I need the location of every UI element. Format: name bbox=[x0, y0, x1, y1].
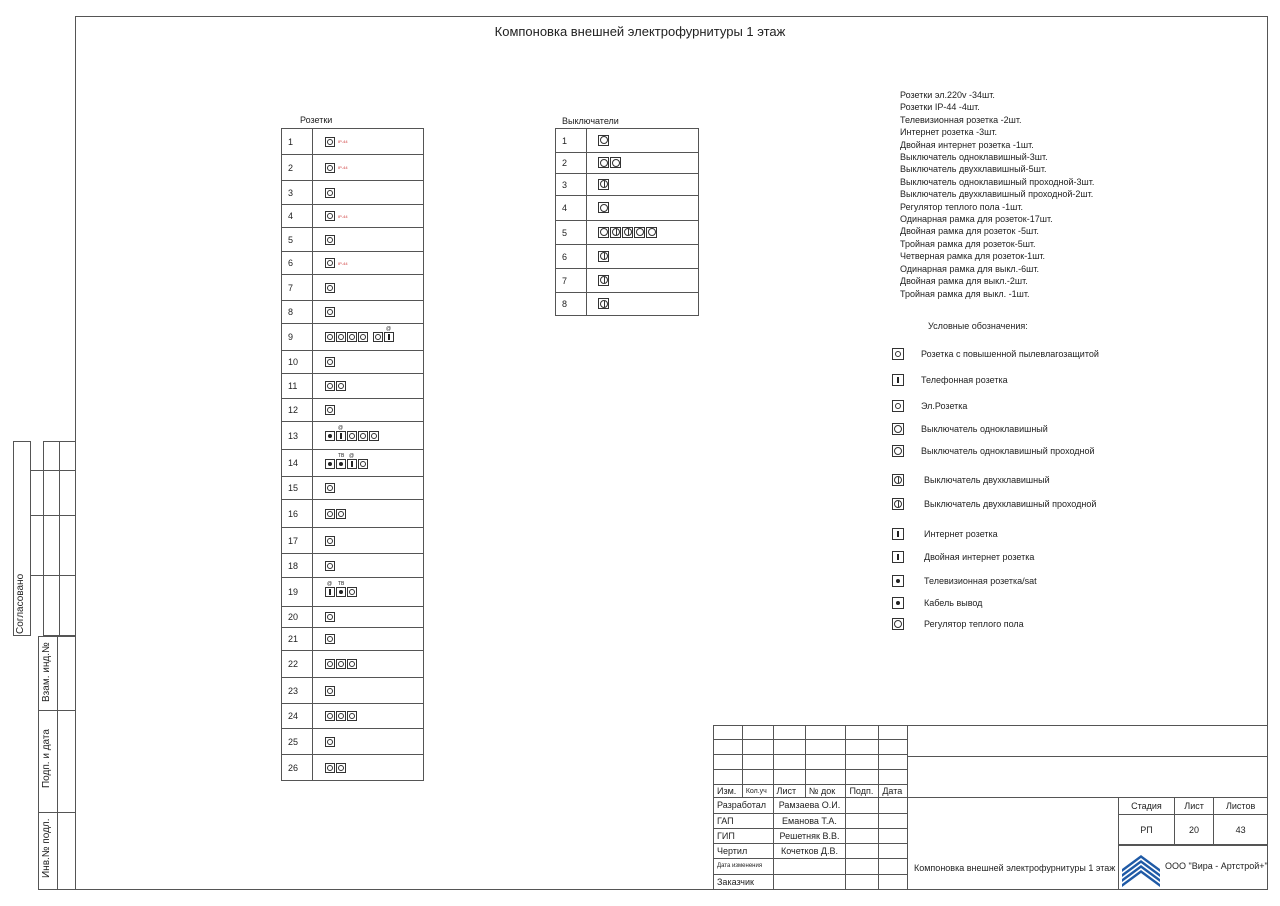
legend-item bbox=[892, 528, 998, 540]
summary-item: Одинарная рамка для розеток-17шт. bbox=[900, 214, 1053, 225]
switch-row-number: 3 bbox=[556, 174, 587, 196]
summary-item: Розетки IP-44 -4шт. bbox=[900, 102, 980, 113]
summary-item: Тройная рамка для розеток-5шт. bbox=[900, 238, 1036, 249]
socket-row bbox=[282, 155, 424, 181]
socket-icon bbox=[325, 332, 335, 342]
stamp-role: Разработал bbox=[714, 798, 774, 813]
switch-double-icon bbox=[598, 298, 609, 309]
socket-symbols bbox=[313, 351, 424, 374]
switch-double-icon bbox=[598, 275, 609, 286]
switch-row-number: 8 bbox=[556, 293, 587, 316]
socket-row-number: 20 bbox=[282, 607, 313, 628]
stamp-grid bbox=[713, 725, 908, 890]
stamp-person-row bbox=[714, 813, 908, 828]
legend-label: Телевизионная розетка/sat bbox=[924, 576, 1037, 586]
switch-symbols bbox=[587, 196, 699, 221]
socket-icon bbox=[336, 509, 346, 519]
summary-item: Регулятор теплого пола -1шт. bbox=[900, 201, 1023, 212]
switch-symbols bbox=[587, 221, 699, 245]
socket-row-number: 23 bbox=[282, 678, 313, 704]
symbol-tag: ТВ bbox=[338, 452, 345, 459]
switch-single-icon bbox=[634, 227, 645, 238]
switches-table bbox=[555, 128, 699, 316]
switch-single-icon bbox=[598, 202, 609, 213]
legend-label: Выключатель одноклавишный проходной bbox=[921, 446, 1095, 456]
symbol-tag: @ bbox=[349, 452, 355, 459]
socket-icon bbox=[325, 536, 335, 546]
legend-title: Условные обозначения: bbox=[928, 321, 1028, 331]
legend-item bbox=[892, 445, 1095, 457]
socket-symbols bbox=[313, 528, 424, 554]
switch-symbols bbox=[587, 153, 699, 174]
socket-row-number: 24 bbox=[282, 704, 313, 729]
socket-symbols bbox=[313, 252, 424, 275]
legend-label: Кабель вывод bbox=[924, 598, 983, 608]
stamp-role: Дата изменения bbox=[714, 858, 774, 874]
stamp-role: Чертил bbox=[714, 843, 774, 858]
socket-row bbox=[282, 628, 424, 651]
socket-row-number: 7 bbox=[282, 275, 313, 301]
stamp-person-row bbox=[714, 828, 908, 843]
sheets-value: 43 bbox=[1214, 815, 1268, 845]
socket-row bbox=[282, 500, 424, 528]
socket-icon bbox=[347, 711, 357, 721]
symbol-tag: @ bbox=[338, 425, 344, 431]
socket-row bbox=[282, 422, 424, 450]
agreed-label: Согласовано bbox=[15, 573, 26, 634]
inv-sign-label: Инв.№ подл. bbox=[41, 818, 52, 878]
stamp-person-name: Рамзаева О.И. bbox=[773, 798, 846, 813]
ip44-tag: IP-44 bbox=[338, 213, 348, 219]
socket-symbols bbox=[313, 450, 424, 477]
socket-icon bbox=[325, 188, 335, 198]
stage-value: РП bbox=[1119, 815, 1175, 845]
summary-item: Телевизионная розетка -2шт. bbox=[900, 114, 1022, 125]
socket-icon bbox=[325, 711, 335, 721]
summary-item: Выключатель одноклавишный проходной-3шт. bbox=[900, 176, 1095, 187]
legend-label: Выключатель одноклавишный bbox=[921, 424, 1048, 434]
summary-item: Двойная рамка для розеток -5шт. bbox=[900, 226, 1039, 237]
socket-row bbox=[282, 450, 424, 477]
switch-double-icon bbox=[610, 227, 621, 238]
socket-row bbox=[282, 729, 424, 755]
socket-row-number: 16 bbox=[282, 500, 313, 528]
switch-row-number: 5 bbox=[556, 221, 587, 245]
switch-row bbox=[556, 245, 699, 269]
stamp-date: Дата bbox=[879, 785, 908, 798]
phone-socket-icon bbox=[892, 374, 904, 386]
socket-row-number: 22 bbox=[282, 651, 313, 678]
socket-row bbox=[282, 755, 424, 781]
socket-symbols bbox=[313, 181, 424, 205]
symbol-tag: @ bbox=[327, 581, 333, 587]
socket-icon bbox=[325, 737, 335, 747]
switch-single-icon bbox=[598, 157, 609, 168]
socket-icon bbox=[325, 612, 335, 622]
ip44-tag: IP-44 bbox=[338, 139, 348, 144]
legend-item bbox=[892, 400, 967, 412]
socket-row bbox=[282, 129, 424, 155]
socket-row bbox=[282, 301, 424, 324]
socket-row-number: 5 bbox=[282, 228, 313, 252]
switches-header: Выключатели bbox=[562, 116, 619, 126]
socket-row bbox=[282, 651, 424, 678]
stamp-list: Лист bbox=[773, 785, 805, 798]
switch-row bbox=[556, 153, 699, 174]
switch-row-number: 1 bbox=[556, 129, 587, 153]
switch-row bbox=[556, 269, 699, 293]
summary-item: Двойная интернет розетка -1шт. bbox=[900, 139, 1034, 150]
socket-icon bbox=[325, 763, 335, 773]
socket-symbols bbox=[313, 628, 424, 651]
socket-icon bbox=[325, 483, 335, 493]
socket-ip44-icon bbox=[892, 348, 904, 360]
company-name: ООО "Вира - Артстрой+" bbox=[1165, 861, 1268, 871]
legend-item bbox=[892, 348, 1099, 360]
drawing-title: Компоновка внешней электрофурнитуры 1 этаж bbox=[914, 863, 1116, 873]
summary-item: Двойная рамка для выкл.-2шт. bbox=[900, 276, 1028, 287]
socket-icon bbox=[336, 763, 346, 773]
internet-socket-icon bbox=[347, 452, 357, 469]
tv-socket-icon bbox=[336, 452, 346, 469]
tv-socket-icon bbox=[892, 575, 904, 587]
socket-row-number: 15 bbox=[282, 477, 313, 500]
socket-icon bbox=[347, 332, 357, 342]
socket-symbols bbox=[313, 607, 424, 628]
stamp-person-name bbox=[773, 874, 846, 889]
socket-symbols bbox=[313, 275, 424, 301]
stamp-person-row bbox=[714, 874, 908, 889]
double-internet-socket-icon bbox=[892, 551, 904, 563]
socket-symbols bbox=[313, 651, 424, 678]
socket-symbols bbox=[313, 324, 424, 351]
switch-row bbox=[556, 196, 699, 221]
cable-outlet-icon bbox=[892, 597, 904, 609]
socket-ip44-icon bbox=[325, 163, 335, 173]
ip44-tag: IP-44 bbox=[338, 260, 348, 266]
socket-row-number: 8 bbox=[282, 301, 313, 324]
legend-label: Двойная интернет розетка bbox=[924, 552, 1035, 562]
summary-item: Интернет розетка -3шт. bbox=[900, 127, 998, 138]
sign-date-label: Подп. и дата bbox=[41, 729, 52, 788]
socket-symbols bbox=[313, 155, 424, 181]
legend-item bbox=[892, 474, 1050, 486]
socket-row-number: 17 bbox=[282, 528, 313, 554]
switch-row-number: 6 bbox=[556, 245, 587, 269]
socket-row bbox=[282, 351, 424, 374]
socket-row bbox=[282, 228, 424, 252]
socket-icon bbox=[325, 283, 335, 293]
socket-row bbox=[282, 607, 424, 628]
socket-row-number: 21 bbox=[282, 628, 313, 651]
summary-item: Розетки эл.220v -34шт. bbox=[900, 90, 995, 100]
summary-list bbox=[900, 89, 1094, 300]
stage-table bbox=[1118, 797, 1268, 845]
symbol-tag: ТВ bbox=[338, 581, 345, 587]
legend-item bbox=[892, 551, 1034, 563]
switch-single-icon bbox=[610, 157, 621, 168]
socket-symbols bbox=[313, 755, 424, 781]
socket-ip44-icon bbox=[325, 137, 335, 147]
stamp-sign: Подп. bbox=[846, 785, 879, 798]
socket-icon bbox=[325, 307, 335, 317]
switch-symbols bbox=[587, 129, 699, 153]
legend-item bbox=[892, 498, 1096, 510]
switch-double-icon bbox=[892, 474, 904, 486]
symbol-tag: @ bbox=[386, 326, 392, 332]
socket-icon bbox=[347, 431, 357, 441]
socket-row-number: 25 bbox=[282, 729, 313, 755]
socket-icon bbox=[325, 561, 335, 571]
socket-row bbox=[282, 399, 424, 422]
socket-row bbox=[282, 205, 424, 228]
socket-icon bbox=[369, 431, 379, 441]
socket-symbols bbox=[313, 704, 424, 729]
socket-icon bbox=[347, 587, 357, 597]
legend-label: Выключатель двухклавишный проходной bbox=[924, 499, 1097, 509]
sheet-value: 20 bbox=[1174, 815, 1213, 845]
stamp-person-name bbox=[773, 858, 846, 874]
summary-item: Четверная рамка для розеток-1шт. bbox=[900, 251, 1046, 262]
socket-icon bbox=[325, 381, 335, 391]
internet-socket-icon bbox=[325, 581, 335, 597]
switch-row-number: 4 bbox=[556, 196, 587, 221]
sockets-header: Розетки bbox=[300, 115, 333, 125]
switch-single-pass-icon bbox=[892, 445, 904, 457]
socket-row-number: 13 bbox=[282, 422, 313, 450]
socket-symbols bbox=[313, 374, 424, 399]
socket-symbols bbox=[313, 301, 424, 324]
socket-row-number: 3 bbox=[282, 181, 313, 205]
cable-outlet-icon bbox=[325, 431, 335, 441]
stamp-person-name: Кочетков Д.В. bbox=[773, 843, 846, 858]
socket-row bbox=[282, 578, 424, 607]
socket-symbols bbox=[313, 578, 424, 607]
socket-ip44-icon bbox=[325, 258, 335, 268]
socket-row-number: 14 bbox=[282, 450, 313, 477]
summary-item: Выключатель одноклавишный-3шт. bbox=[900, 152, 1048, 163]
summary-item: Одинарная рамка для выкл.-6шт. bbox=[900, 263, 1040, 274]
sheets-label: Листов bbox=[1214, 798, 1268, 815]
stamp-role: ГАП bbox=[714, 813, 774, 828]
stamp-doc: № док bbox=[805, 785, 846, 798]
socket-row-number: 11 bbox=[282, 374, 313, 399]
legend-item bbox=[892, 575, 1037, 587]
stamp-person-name: Еманова Т.А. bbox=[773, 813, 846, 828]
socket-symbols bbox=[313, 422, 424, 450]
socket-row bbox=[282, 324, 424, 351]
switch-double-icon bbox=[598, 179, 609, 190]
internet-socket-icon bbox=[892, 528, 904, 540]
socket-row-number: 19 bbox=[282, 578, 313, 607]
switch-double-pass-icon bbox=[892, 498, 904, 510]
socket-ip44-icon bbox=[325, 211, 335, 221]
switch-row-number: 2 bbox=[556, 153, 587, 174]
socket-symbols bbox=[313, 554, 424, 578]
socket-icon bbox=[325, 659, 335, 669]
socket-row bbox=[282, 374, 424, 399]
legend-label: Регулятор теплого пола bbox=[924, 619, 1024, 629]
socket-row-number: 2 bbox=[282, 155, 313, 181]
internet-socket-icon bbox=[384, 326, 394, 342]
socket-icon bbox=[325, 235, 335, 245]
socket-icon bbox=[358, 332, 368, 342]
socket-row bbox=[282, 275, 424, 301]
stamp-person-row bbox=[714, 858, 908, 874]
legend-item bbox=[892, 597, 982, 609]
summary-item: Выключатель двухклавишный-5шт. bbox=[900, 164, 1047, 175]
switch-row bbox=[556, 221, 699, 245]
switch-symbols bbox=[587, 269, 699, 293]
socket-icon bbox=[325, 634, 335, 644]
stamp-person-row bbox=[714, 843, 908, 858]
socket-row bbox=[282, 528, 424, 554]
switch-row bbox=[556, 129, 699, 153]
internet-socket-icon bbox=[336, 425, 346, 441]
socket-row-number: 12 bbox=[282, 399, 313, 422]
socket-row bbox=[282, 678, 424, 704]
socket-row bbox=[282, 181, 424, 205]
legend-item bbox=[892, 618, 1024, 630]
switch-symbols bbox=[587, 245, 699, 269]
socket-icon bbox=[325, 357, 335, 367]
switch-symbols bbox=[587, 174, 699, 196]
socket-row-number: 4 bbox=[282, 205, 313, 228]
socket-icon bbox=[892, 400, 904, 412]
cable-outlet-icon bbox=[325, 459, 335, 469]
socket-icon bbox=[336, 659, 346, 669]
socket-row bbox=[282, 477, 424, 500]
summary-item: Тройная рамка для выкл. -1шт. bbox=[900, 288, 1030, 299]
legend-label: Розетка с повышенной пылевлагозащитой bbox=[921, 349, 1099, 359]
legend-item bbox=[892, 423, 1048, 435]
socket-icon bbox=[336, 332, 346, 342]
stamp-kol: Кол.уч bbox=[742, 785, 773, 798]
stamp-izm: Изм. bbox=[714, 785, 743, 798]
socket-symbols bbox=[313, 729, 424, 755]
stamp-person-row bbox=[714, 798, 908, 813]
socket-row-number: 10 bbox=[282, 351, 313, 374]
socket-icon bbox=[336, 381, 346, 391]
switch-single-icon bbox=[598, 135, 609, 146]
socket-icon bbox=[325, 509, 335, 519]
socket-row bbox=[282, 704, 424, 729]
socket-row-number: 18 bbox=[282, 554, 313, 578]
socket-icon bbox=[325, 686, 335, 696]
socket-row bbox=[282, 554, 424, 578]
switch-single-icon bbox=[892, 423, 904, 435]
stamp-role: ГИП bbox=[714, 828, 774, 843]
socket-icon bbox=[347, 659, 357, 669]
legend-label: Эл.Розетка bbox=[921, 401, 968, 411]
socket-icon bbox=[336, 711, 346, 721]
legend-label: Телефонная розетка bbox=[921, 375, 1008, 385]
socket-symbols bbox=[313, 205, 424, 228]
legend-item bbox=[892, 374, 1008, 386]
socket-symbols bbox=[313, 129, 424, 155]
tv-socket-icon bbox=[336, 581, 346, 597]
socket-row-number: 1 bbox=[282, 129, 313, 155]
ip44-tag: IP-44 bbox=[338, 165, 348, 170]
legend-label: Интернет розетка bbox=[924, 529, 998, 539]
socket-icon bbox=[373, 332, 383, 342]
stamp-role: Заказчик bbox=[714, 874, 774, 889]
floor-heating-regulator-icon bbox=[892, 618, 904, 630]
stamp-person-name: Решетняк В.В. bbox=[773, 828, 846, 843]
switch-row bbox=[556, 174, 699, 196]
socket-row bbox=[282, 252, 424, 275]
summary-item: Выключатель двухклавишный проходной-2шт. bbox=[900, 189, 1094, 200]
sockets-table bbox=[281, 128, 424, 781]
switch-single-icon bbox=[646, 227, 657, 238]
socket-icon bbox=[325, 405, 335, 415]
switch-double-icon bbox=[622, 227, 633, 238]
legend-label: Выключатель двухклавишный bbox=[924, 475, 1050, 485]
switch-double-icon bbox=[598, 251, 609, 262]
socket-icon bbox=[358, 431, 368, 441]
switch-row bbox=[556, 293, 699, 316]
switch-single-icon bbox=[598, 227, 609, 238]
socket-symbols bbox=[313, 228, 424, 252]
socket-row-number: 26 bbox=[282, 755, 313, 781]
sheet-label: Лист bbox=[1174, 798, 1213, 815]
socket-symbols bbox=[313, 477, 424, 500]
switch-row-number: 7 bbox=[556, 269, 587, 293]
inv-replace-label: Взам. инд.№ bbox=[41, 642, 52, 702]
page-title: Компоновка внешней электрофурнитуры 1 этаж bbox=[494, 24, 786, 39]
socket-symbols bbox=[313, 500, 424, 528]
socket-icon bbox=[358, 459, 368, 469]
socket-symbols bbox=[313, 399, 424, 422]
switch-symbols bbox=[587, 293, 699, 316]
socket-row-number: 9 bbox=[282, 324, 313, 351]
stage-label: Стадия bbox=[1119, 798, 1175, 815]
socket-symbols bbox=[313, 678, 424, 704]
company-logo-icon bbox=[1120, 847, 1162, 887]
socket-row-number: 6 bbox=[282, 252, 313, 275]
